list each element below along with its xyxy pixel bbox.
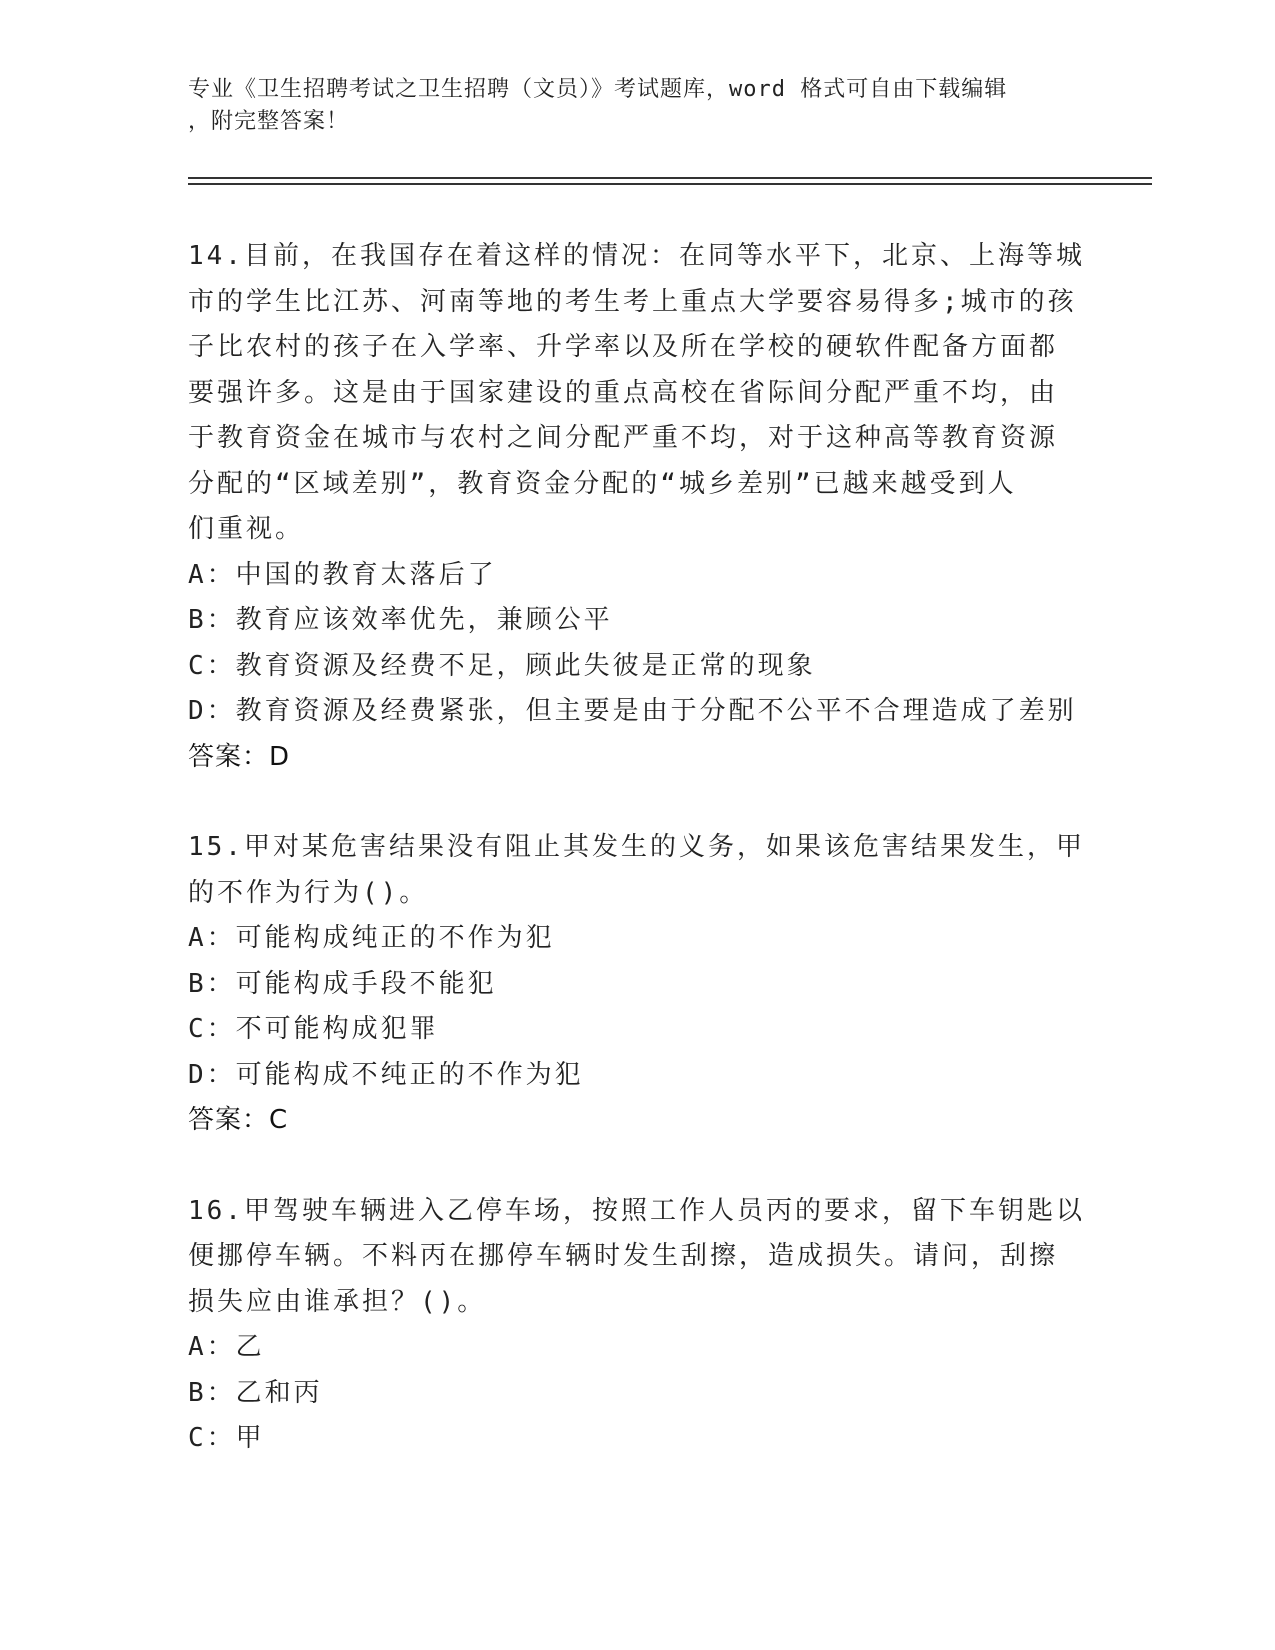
option-b: B：乙和丙 bbox=[188, 1377, 323, 1408]
question-text-line: 16.甲驾驶车辆进入乙停车场，按照工作人员丙的要求，留下车钥匙以 bbox=[188, 1195, 1085, 1226]
question-16 bbox=[188, 1189, 1088, 1462]
option-c: C：不可能构成犯罪 bbox=[188, 1014, 439, 1044]
option-c: C：教育资源及经费不足，顾此失彼是正常的现象 bbox=[188, 650, 816, 681]
option-a: A：可能构成纯正的不作为犯 bbox=[188, 923, 555, 953]
question-text-line: 们重视。 bbox=[188, 514, 305, 544]
option-b: B：教育应该效率优先，兼顾公平 bbox=[188, 605, 613, 635]
option-d: D：可能构成不纯正的不作为犯 bbox=[188, 1059, 584, 1090]
document-header bbox=[188, 74, 1068, 138]
question-list bbox=[188, 234, 1088, 1462]
question-text-line: 损失应由谁承担？()。 bbox=[188, 1286, 487, 1317]
header-line: 专业《卫生招聘考试之卫生招聘（文员）》考试题库，word 格式可自由下载编辑 bbox=[188, 77, 1008, 102]
question-text-line: 要强许多。这是由于国家建设的重点高校在省际间分配严重不均，由 bbox=[188, 377, 1059, 408]
question-text-line: 于教育资金在城市与农村之间分配严重不均，对于这种高等教育资源 bbox=[188, 423, 1059, 453]
question-text-line: 的不作为行为()。 bbox=[188, 877, 429, 908]
option-b: B：可能构成手段不能犯 bbox=[188, 968, 497, 999]
header-line: ，附完整答案！ bbox=[188, 109, 350, 134]
question-15 bbox=[188, 825, 1088, 1144]
answer: 答案：C bbox=[188, 1105, 289, 1135]
question-text-line: 市的学生比江苏、河南等地的考生考上重点大学要容易得多;城市的孩 bbox=[188, 286, 1077, 317]
header-divider bbox=[188, 183, 1152, 185]
question-text-line: 15.甲对某危害结果没有阻止其发生的义务，如果该危害结果发生，甲 bbox=[188, 832, 1085, 862]
question-text-line: 便挪停车辆。不料丙在挪停车辆时发生刮擦，造成损失。请问，刮擦 bbox=[188, 1241, 1059, 1271]
option-c: C：甲 bbox=[188, 1423, 265, 1453]
question-text-line: 分配的“区域差别”，教育资金分配的“城乡差别”已越来越受到人 bbox=[188, 468, 1017, 499]
question-14 bbox=[188, 234, 1088, 780]
question-text-line: 14.目前，在我国存在着这样的情况：在同等水平下，北京、上海等城 bbox=[188, 241, 1085, 271]
option-a: A：中国的教育太落后了 bbox=[188, 559, 497, 590]
answer: 答案：D bbox=[188, 741, 291, 772]
question-text-line: 子比农村的孩子在入学率、升学率以及所在学校的硬软件配备方面都 bbox=[188, 332, 1059, 362]
header-divider bbox=[188, 177, 1152, 179]
option-d: D：教育资源及经费紧张，但主要是由于分配不公平不合理造成了差别 bbox=[188, 696, 1077, 726]
option-a: A：乙 bbox=[188, 1332, 265, 1362]
